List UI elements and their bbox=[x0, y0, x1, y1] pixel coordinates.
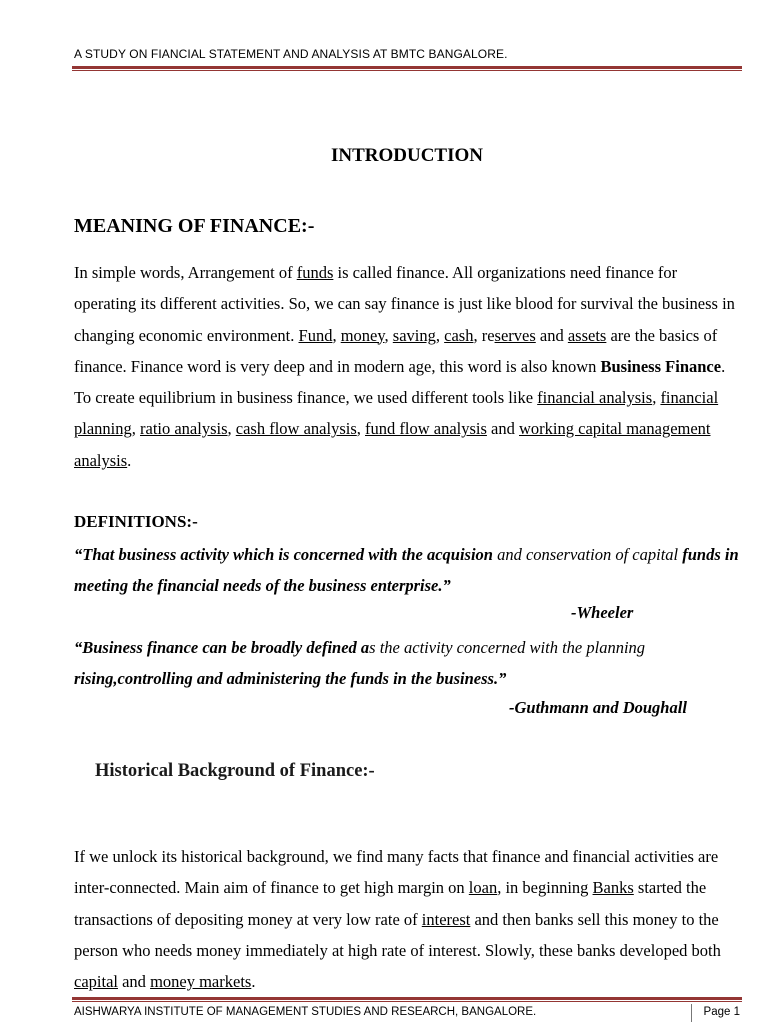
definition-quote-guthmann: “Business finance can be broadly defined as the activity concerned with the planning rising,controlling and administering the funds in the business.” bbox=[74, 638, 646, 688]
quote-attribution-guthmann: -Guthmann and Doughall bbox=[509, 698, 687, 717]
footer-divider bbox=[691, 1004, 692, 1022]
running-header: A STUDY ON FIANCIAL STATEMENT AND ANALYSIS AT BMTC BANGALORE. bbox=[74, 47, 508, 61]
definition-quote-wheeler: “That business activity which is concerned with the acquision and conservation of capital funds in meeting the financial needs of the business enterprise.” bbox=[74, 545, 739, 595]
section-heading-definitions: DEFINITIONS:- bbox=[74, 512, 198, 531]
page-number: Page 1 bbox=[703, 1006, 740, 1018]
section-heading-meaning: MEANING OF FINANCE:- bbox=[74, 215, 315, 237]
history-paragraph: If we unlock its historical background, we find many facts that finance and financial activities are inter-connected. Main aim of finance to get high margin on loan, in beginning Banks started the transactions of depositing money at very low rate of interest and then banks sell this money to the person who needs money immediately at high rate of interest. Slowly, these banks developed both capital and money markets. bbox=[74, 847, 721, 992]
page-title: INTRODUCTION bbox=[330, 145, 484, 166]
running-footer: AISHWARYA INSTITUTE OF MANAGEMENT STUDIES AND RESEARCH, BANGALORE. bbox=[74, 1006, 537, 1018]
meaning-paragraph: In simple words, Arrangement of funds is called finance. All organizations need finance for operating its different activities. So, we can say finance is just like blood for survival the business in changing economic environment. Fund, money, saving, cash, reserves and assets are the basics of finance. Finance word is very deep and in modern age, this word is also known Business Finance. To create equilibrium in business finance, we used different tools like financial analysis, financial planning, ratio analysis, cash flow analysis, fund flow analysis and working capital management analysis. bbox=[74, 263, 735, 470]
footer-rule bbox=[72, 997, 742, 1002]
section-heading-history: Historical Background of Finance:- bbox=[95, 761, 375, 781]
quote-attribution-wheeler: -Wheeler bbox=[571, 603, 634, 622]
header-rule bbox=[72, 66, 742, 71]
